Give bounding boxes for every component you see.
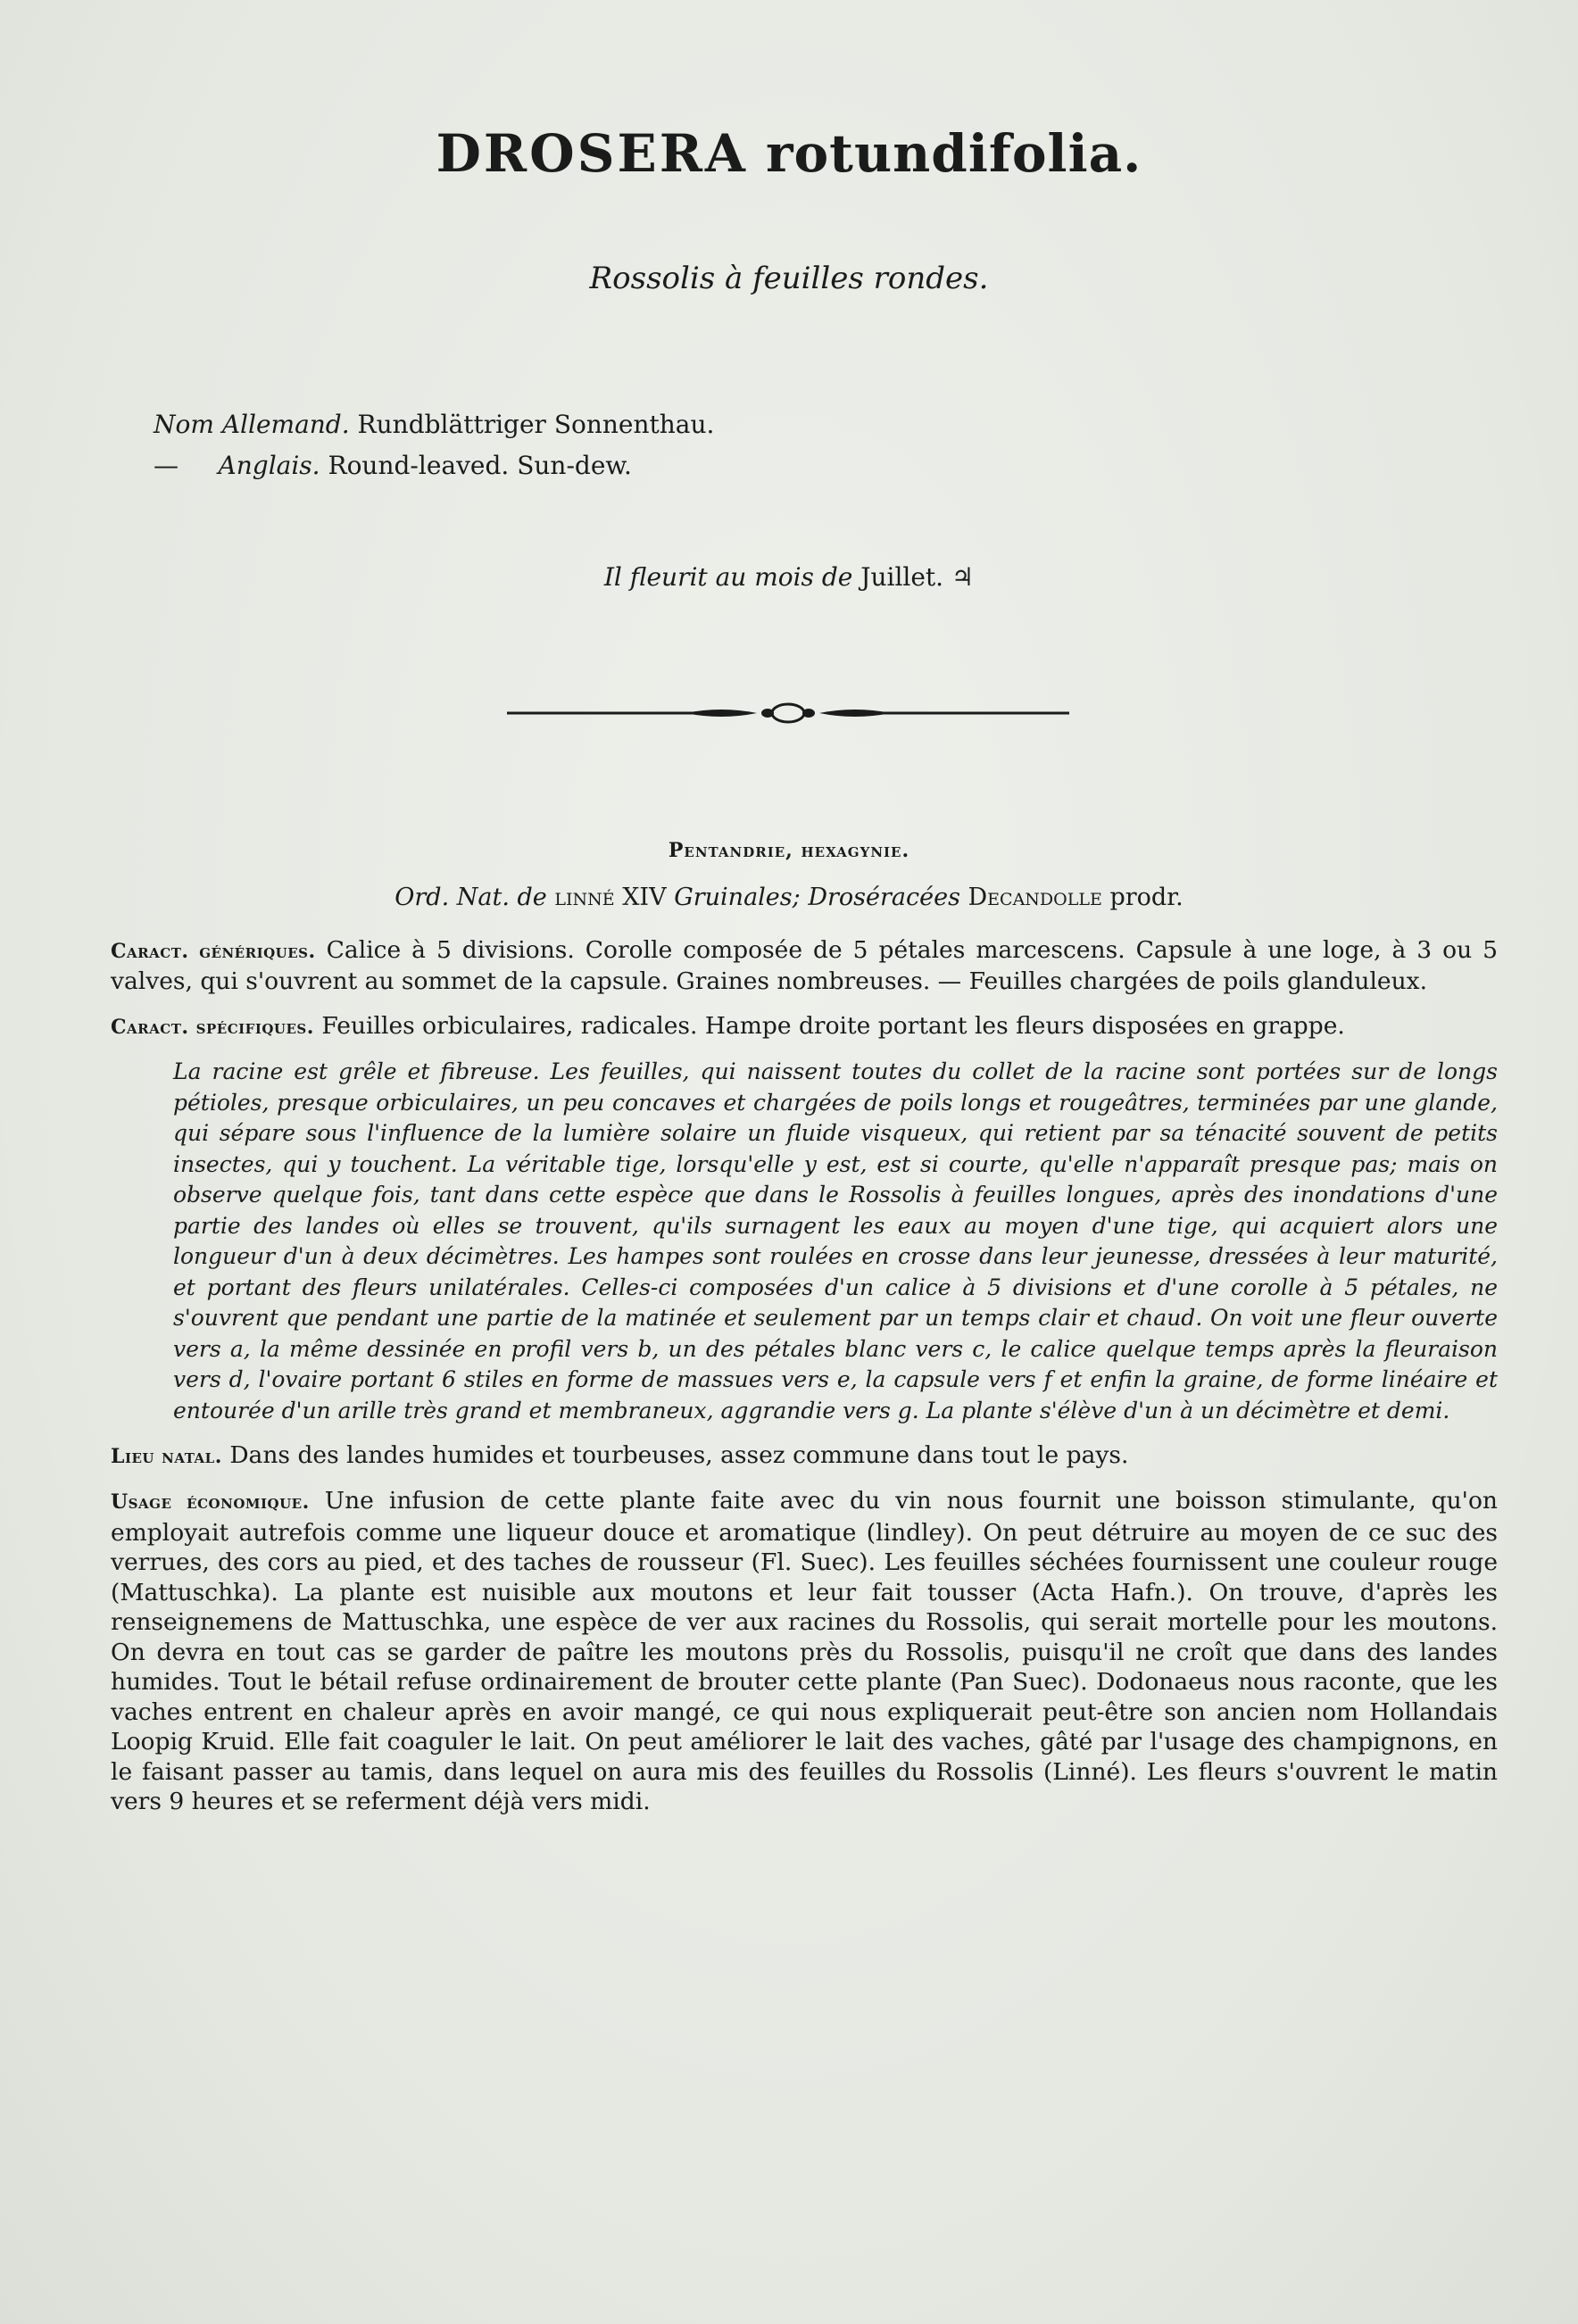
page-title (0, 123, 1578, 184)
german-label: Allemand. (221, 410, 350, 439)
order-gruinales: Gruinales; (674, 884, 801, 911)
generic-characters (111, 935, 1498, 997)
usage-paragraph (111, 1486, 1498, 1817)
generic-label: Caract. génériques. (111, 940, 316, 963)
usage-text: Une infusion de cette plante faite avec du vin nous fournit une boisson stimulante, qu'on employait autrefois comme une liqueur douce et aromatique (lindley). On peut détruire au moyen de ce suc des verrues, des cors au pied, et des taches de rousseur (Fl. Suec). Les feuilles séchées fournissent une couleur rouge (Mattuschka). La plante est nuisible aux moutons et leur fait tousser (Acta Hafn.). On trouve, d'après les renseignemens de Mattuschka, une espèce de ver aux racines du Rossolis, qui serait mortelle pour les moutons. On devra en tout cas se garder de paître les moutons près du Rossolis, puisqu'il ne croît que dans des landes humides. Tout le bétail refuse ordinairement de brouter cette plante (Pan Suec). Dodonaeus nous raconte, que les vaches entrent en chaleur après en avoir mangé, ce qui nous expliquerait peut-être son ancien nom Hollandais Loopig Kruid. Elle fait coaguler le lait. On peut améliorer le lait des vaches, gâté par l'usage des champignons, en le faisant passer au tamis, dans lequel on aura mis des feuilles du Rossolis (Linné). Les fleurs s'ouvrent le matin vers 9 heures et se referment déjà vers midi. (111, 1487, 1498, 1815)
ornament-divider (507, 698, 1069, 728)
habitat-label: Lieu natal. (111, 1445, 222, 1468)
order-number: XIV (622, 884, 667, 911)
specific-label: Caract. spécifiques. (111, 1016, 314, 1039)
flowering-italic: Il fleurit au mois de (603, 562, 853, 592)
english-label: Anglais. (218, 451, 320, 480)
specific-text: Feuilles orbiculaires, radicales. Hampe droite portant les fleurs disposées en grappe. (321, 1012, 1345, 1040)
german-name-row (154, 404, 714, 445)
natural-order (0, 884, 1578, 911)
flowering-line (0, 562, 1578, 592)
plant-description: La racine est grêle et fibreuse. Les feuilles, qui naissent toutes du collet de la racine sont portées sur de longs pétioles, presque orbiculaires, un peu concaves et chargées de poils longs et rougeâtres, terminées par une glande, qui sépare sous l'influence de la lumière solaire un fluide visqueux, qui retient par sa ténacité souvent de petits insectes, qui y touchent. La véritable tige, lorsqu'elle y est, est si courte, qu'elle n'apparaît presque pas; mais on observe quelque fois, tant dans cette espèce que dans le Rossolis à feuilles longues, après des inondations d'une partie des landes où elles se trouvent, qu'ils surnagent les eaux au moyen d'une tige, qui acquiert alors une longueur d'un à deux décimètres. Les hampes sont roulées en crosse dans leur jeunesse, dressées à leur maturité, et portant des fleurs unilatérales. Celles-ci composées d'un calice à 5 divisions et d'une corolle à 5 pétales, ne s'ouvrent que pendant une partie de la matinée et seulement par un temps clair et chaud. On voit une fleur ouverte vers a, la même dessinée en profil vers b, un des pétales blanc vers c, le calice quelque temps après la fleuraison vers d, l'ovaire portant 6 stiles en forme de massues vers e, la capsule vers f et enfin la graine, de forme linéaire et entourée d'un arille très grand et membraneux, aggrandie vers g. La plante s'élève d'un à un décimètre et demi. (173, 1058, 1498, 1423)
specific-characters (111, 1011, 1498, 1042)
order-prefix: Ord. Nat. de (394, 884, 547, 911)
habitat-paragraph (111, 1440, 1498, 1472)
order-droseracees: Droséracées (808, 884, 960, 911)
english-name-row (154, 445, 714, 486)
order-linne: linné (554, 884, 615, 911)
perennial-symbol: ♃ (951, 562, 975, 592)
title-species: rotundifolia. (765, 123, 1142, 184)
usage-label: Usage économique. (111, 1490, 310, 1514)
page-subtitle: Rossolis à feuilles rondes. (589, 261, 989, 296)
text-body (111, 935, 1498, 1831)
english-value: Round-leaved. Sun-dew. (328, 451, 632, 480)
flowering-month: Juillet. (860, 562, 944, 592)
linnaean-class: Pentandrie, hexagynie. (668, 839, 910, 862)
german-value: Rundblättriger Sonnenthau. (357, 410, 715, 439)
order-prodr: prodr. (1109, 884, 1184, 911)
habitat-text: Dans des landes humides et tourbeuses, assez commune dans tout le pays. (229, 1441, 1129, 1469)
german-prefix: Nom (154, 410, 214, 439)
common-names (154, 404, 714, 486)
title-genus: DROSERA (436, 123, 748, 184)
generic-text: Calice à 5 divisions. Corolle composée de 5 pétales marcescens. Capsule à une loge, à 3 ou 5 valves, qui s'ouvrent au sommet de la capsule. Graines nombreuses. — Feuilles chargées de poils glanduleux. (111, 936, 1498, 995)
english-dash: — (154, 451, 179, 480)
order-decandolle: Decandolle (968, 884, 1102, 911)
